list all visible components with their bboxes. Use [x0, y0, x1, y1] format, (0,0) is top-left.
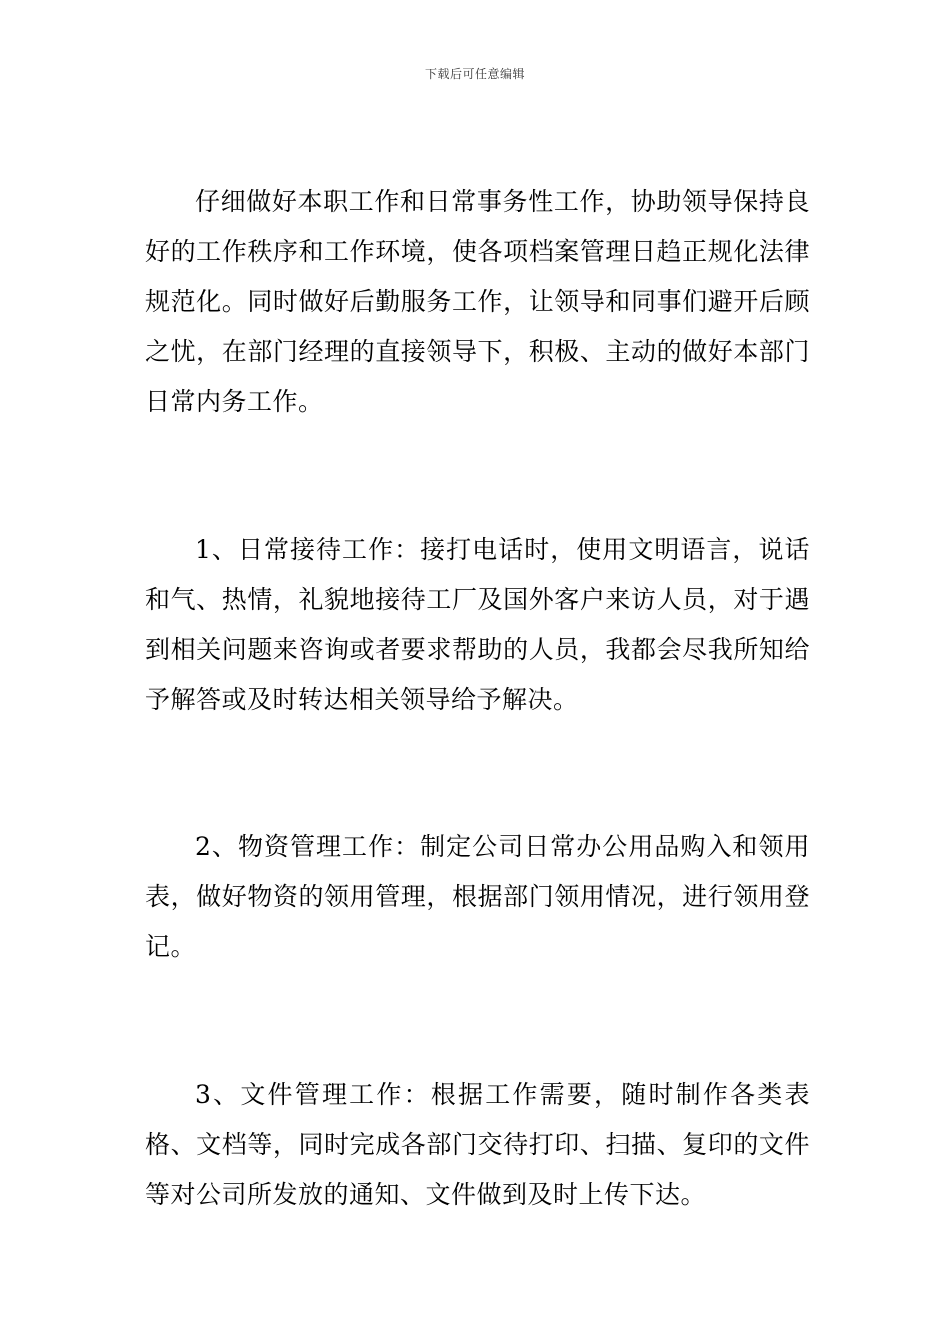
paragraph-reception-work: 1、日常接待工作：接打电话时，使用文明语言，说话和气、热情，礼貌地接待工厂及国外客户来访人员，对于遇到相关问题来咨询或者要求帮助的人员，我都会尽我所知给予解答或及时转达相关领导给予解决。: [145, 535, 810, 714]
header-note: 下载后可任意编辑: [424, 67, 525, 81]
intro-paragraph: 仔细做好本职工作和日常事务性工作，协助领导保持良好的工作秩序和工作环境，使各项档案管理日趋正规化法律规范化。同时做好后勤服务工作，让领导和同事们避开后顾之忧，在部门经理的直接领导下，积极、主动的做好本部门日常内务工作。: [145, 187, 810, 416]
paragraph-file-management: 3、文件管理工作：根据工作需要，随时制作各类表格、文档等，同时完成各部门交待打印、扫描、复印的文件等对公司所发放的通知、文件做到及时上传下达。: [145, 1080, 810, 1209]
paragraph-supplies-management: 2、物资管理工作：制定公司日常办公用品购入和领用表，做好物资的领用管理，根据部门领用情况，进行领用登记。: [145, 832, 810, 961]
